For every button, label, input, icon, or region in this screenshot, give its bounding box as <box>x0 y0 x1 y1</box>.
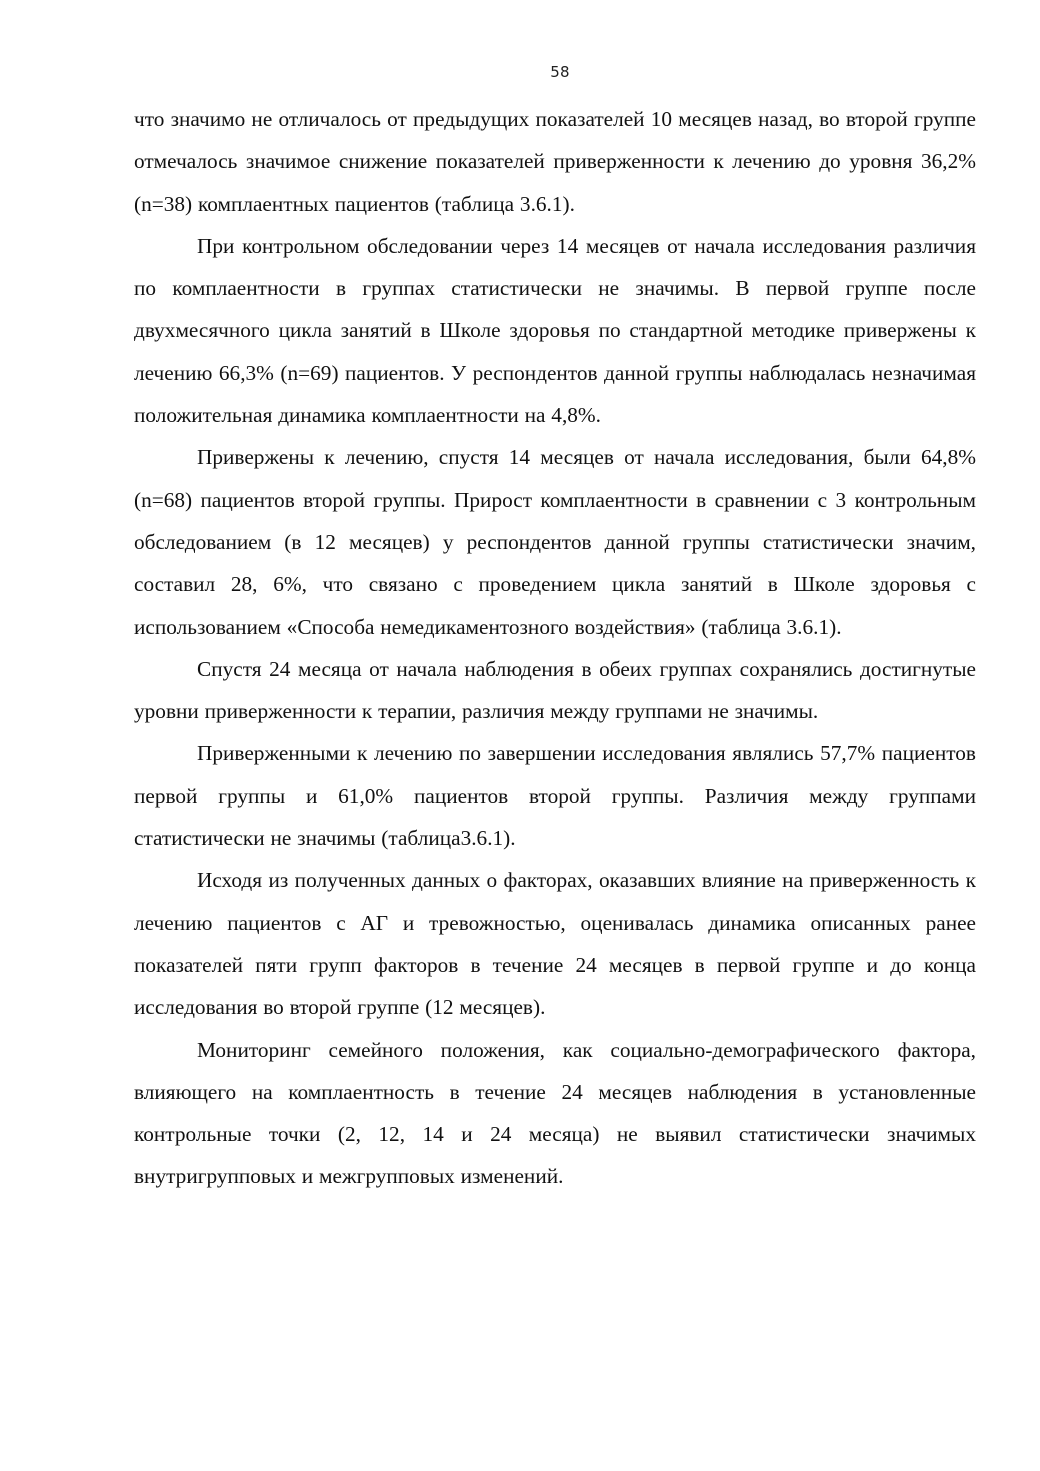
paragraph-continuation: что значимо не отличалось от предыдущих показателей 10 месяцев назад, во второй группе отмечалось значимое снижение показателей приверженности к лечению до уровня 36,2% (n=38) комплаентных пациентов (таблица 3.6.1). <box>134 107 976 216</box>
paragraph-24-months: Спустя 24 месяца от начала наблюдения в обеих группах сохранялись достигнутые уровни приверженности к терапии, различия между группами не значимы. <box>134 656 976 724</box>
page-number: 58 <box>550 63 570 81</box>
paragraph-study-completion: Приверженными к лечению по завершении исследования являлись 57,7% пациентов первой группы и 61,0% пациентов второй группы. Различия между группами статистически не значимы (таблица3.6.1). <box>134 741 976 851</box>
paragraph-factor-dynamics: Исходя из полученных данных о факторах, оказавших влияние на приверженность к лечению пациентов с АГ и тревожностью, оценивалась динамика описанных ранее показателей пяти групп факторов в течение 24 месяцев в первой группе и до конца исследования во второй группе (12 месяцев). <box>134 868 976 1020</box>
paragraph-control-14-months-group-2: Привержены к лечению, спустя 14 месяцев от начала исследования, были 64,8% (n=68) пациентов второй группы. Прирост комплаентности в сравнении с 3 контрольным обследованием (в 12 месяцев) у респондентов данной группы статистически значим, составил 28, 6%, что связано с проведением цикла занятий в Школе здоровья с использованием «Способа немедикаментозного воздействия» (таблица 3.6.1). <box>134 445 976 639</box>
paragraph-family-status-monitoring: Мониторинг семейного положения, как социально-демографического фактора, влияющего на комплаентность в течение 24 месяцев наблюдения в установленные контрольные точки (2, 12, 14 и 24 месяца) не выявил статистически значимых внутригрупповых и межгрупповых изменений. <box>134 1037 976 1189</box>
paragraph-control-14-months-group-1: При контрольном обследовании через 14 месяцев от начала исследования различия по комплаентности в группах статистически не значимы. В первой группе после двухмесячного цикла занятий в Школе здоровья по стандартной методике привержены к лечению 66,3% (n=69) пациентов. У респондентов данной группы наблюдалась незначимая положительная динамика комплаентности на 4,8%. <box>134 233 976 428</box>
body-text <box>134 98 976 1198</box>
